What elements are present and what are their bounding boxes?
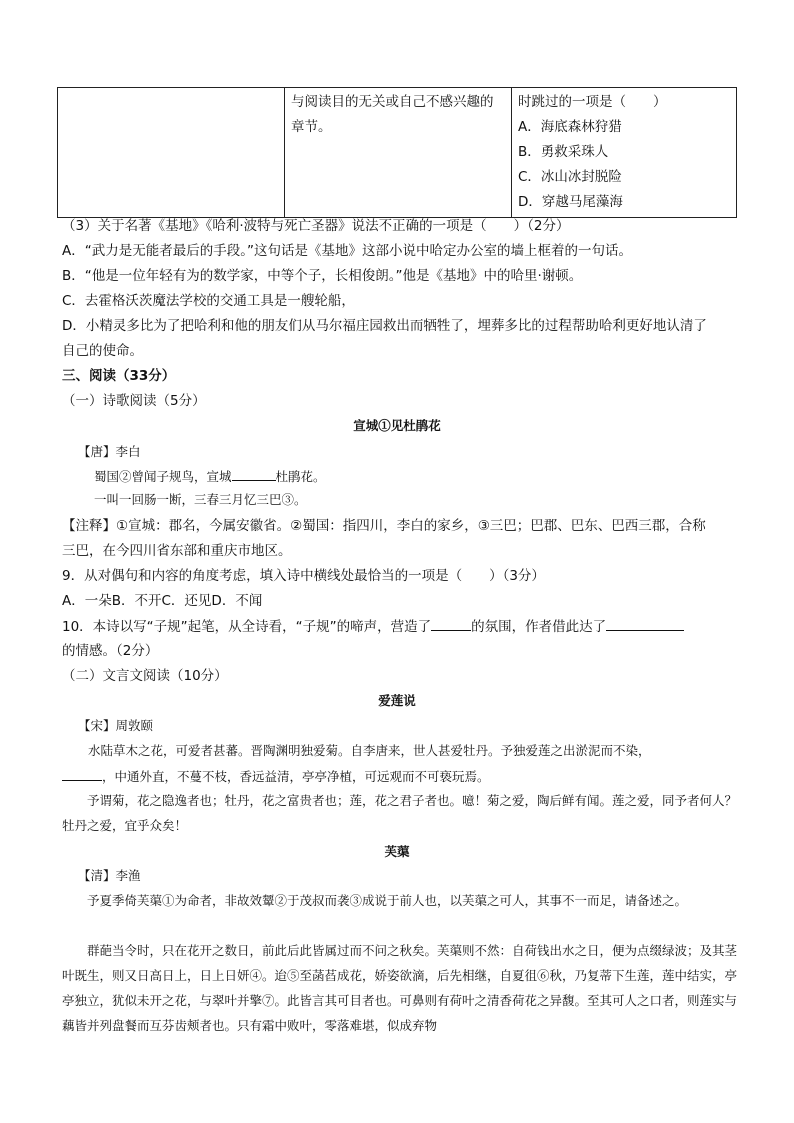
- essay-2-paragraph-1: 予夏季倚芙蕖①为命者，非故效颦②于茂叔而袭③成说于前人也，以芙蕖之可人，其事不一而足，请备述之。: [87, 893, 688, 908]
- poem-note-cont: 三巴，在今四川省东部和重庆市地区。: [62, 543, 292, 559]
- table-cell-question: [512, 88, 737, 218]
- option-d: D．穿越马尾藻海: [518, 194, 623, 210]
- q3-option-b: B．“他是一位年轻有为的数学家，中等个子，长相俊朗。”他是《基地》中的哈里·谢顿。: [62, 268, 583, 284]
- classical-heading: （二）文言文阅读（10分）: [62, 668, 228, 684]
- poem-text: 蜀国②曾闻子规鸟，宣城: [94, 469, 232, 484]
- q3-stem: （3）关于名著《基地》《哈利·波特与死亡圣器》说法不正确的一项是（ ）（2分）: [62, 218, 570, 234]
- q3-option-d-cont: 自己的使命。: [62, 343, 143, 359]
- q10-stem: [62, 616, 684, 637]
- essay-1-line-2: [62, 766, 490, 787]
- q3-option-a: A．“武力是无能者最后的手段。”这句话是《基地》这部小说中哈定办公室的墙上框着的一句话。: [62, 243, 632, 259]
- table-text: 与阅读目的无关或自己不感兴趣的: [291, 94, 494, 110]
- poem-line-2: 一叫一回肠一断，三春三月忆三巴③。: [94, 492, 307, 507]
- essay-title-1: 爱莲说: [378, 693, 416, 708]
- option-b: B．勇救采珠人: [518, 144, 609, 160]
- answer-blank: [62, 766, 102, 781]
- q10-text: 10．本诗以写“子规”起笔，从全诗看，“子规”的啼声，营造了: [62, 619, 432, 635]
- table-cell-empty: [58, 88, 285, 218]
- reading-method-table: [57, 87, 737, 218]
- section-heading: 三、阅读（33分）: [62, 368, 176, 384]
- poem-blank: [232, 466, 276, 481]
- answer-blank: [606, 616, 684, 631]
- poem-text: 杜鹃花。: [275, 469, 326, 484]
- table-text: 章节。: [291, 119, 332, 135]
- poem-note: 【注释】①宣城：郡名，今属安徽省。②蜀国：指四川，李白的家乡，③三巴；巴郡、巴东、巴西三郡，合称: [62, 518, 706, 534]
- q3-option-d: D．小精灵多比为了把哈利和他的朋友们从马尔福庄园救出而牺牲了，埋葬多比的过程帮助哈利更好地认清了: [62, 318, 707, 334]
- essay-2-paragraph-2: 群葩当令时，只在花开之数日，前此后此皆属过而不问之秋矣。芙蕖则不然：自荷钱出水之日，便为点缀绿波；及其茎叶既生，则又日高日上，日上日妍④。迨⑤至菡萏成花，娇姿欲滴，后先相继，自夏徂⑥秋，乃复蒂下生莲，莲中结实，亭亭独立，犹似未开之花，与翠叶并擎⑦。此皆言其可目者也。可鼻则有荷叶之清香荷花之异馥。至其可人之口者，则莲实与藕皆并列盘餐而互芬齿颊者也。只有霜中败叶，零落难堪，似成弃物: [62, 943, 738, 1033]
- poem-heading: （一）诗歌阅读（5分）: [62, 393, 206, 409]
- answer-blank: [431, 616, 471, 631]
- poem-line-1: [94, 466, 326, 487]
- q9-stem: 9．从对偶句和内容的角度考虑，填入诗中横线处最恰当的一项是（ ）（3分）: [62, 568, 545, 584]
- table-row: [58, 88, 737, 218]
- essay-title-2: 芙蕖: [384, 844, 410, 859]
- option-c: C．冰山冰封脱险: [518, 169, 622, 185]
- essay-author-2: 【清】李渔: [78, 868, 141, 883]
- option-a: A．海底森林狩猎: [518, 119, 622, 135]
- poem-title: 宣城①见杜鹃花: [353, 418, 441, 433]
- poem-author: 【唐】李白: [78, 444, 141, 459]
- table-text: 时跳过的一项是（ ）: [518, 94, 667, 110]
- q10-cont: 的情感。（2分）: [62, 643, 159, 659]
- essay-text: ，中通外直，不蔓不枝，香远益清，亭亭净植，可远观而不可亵玩焉。: [102, 769, 490, 784]
- essay-author-1: 【宋】周敦颐: [78, 718, 154, 733]
- table-cell-method: [285, 88, 512, 218]
- essay-1-line-1: 水陆草木之花，可爱者甚蕃。晋陶渊明独爱菊。自李唐来，世人甚爱牡丹。予独爱莲之出淤泥而不染，: [88, 743, 651, 758]
- q9-options: A．一朵B．不开C．还见D．不闻: [62, 593, 263, 609]
- essay-1-paragraph-2: 予谓菊，花之隐逸者也；牡丹，花之富贵者也；莲，花之君子者也。噫！菊之爱，陶后鲜有闻。莲之爱，同予者何人？牡丹之爱，宜乎众矣！: [62, 793, 738, 833]
- q3-option-c: C．去霍格沃茨魔法学校的交通工具是一艘轮船，: [62, 293, 355, 309]
- q10-text: 的氛围，作者借此达了: [471, 619, 607, 635]
